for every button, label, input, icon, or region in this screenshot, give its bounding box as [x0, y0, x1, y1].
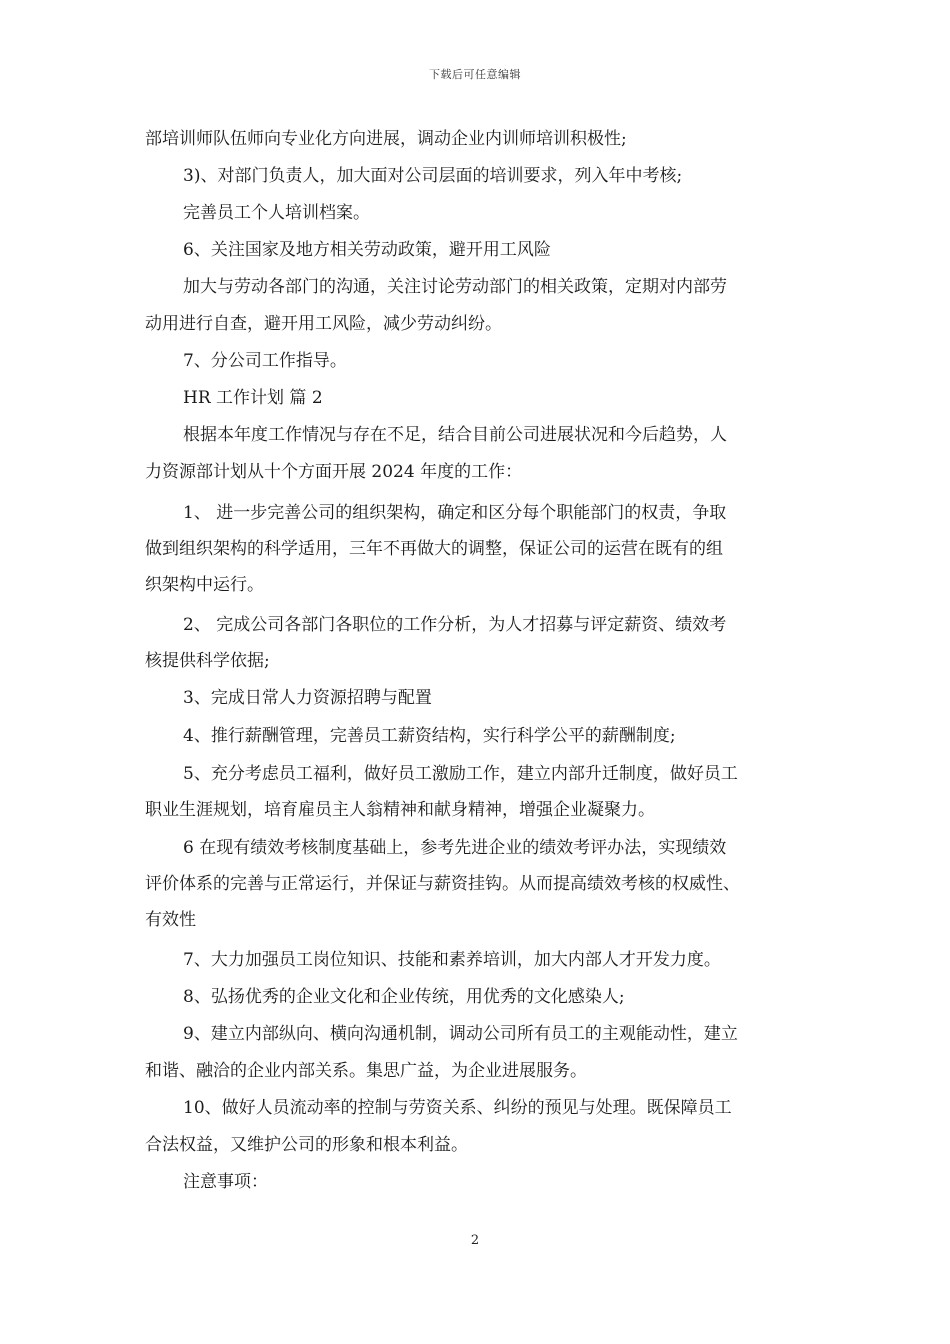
body-line: 合法权益，又维护公司的形象和根本利益。 [145, 1135, 468, 1155]
section-heading: HR 工作计划 篇 2 [183, 388, 323, 408]
body-line: 完善员工个人培训档案。 [183, 203, 370, 223]
body-line: 6、关注国家及地方相关劳动政策，避开用工风险 [183, 240, 551, 260]
body-line: 注意事项： [183, 1172, 268, 1192]
body-line: 10、做好人员流动率的控制与劳资关系、纠纷的预见与处理。既保障员工 [183, 1098, 732, 1118]
body-line: 5、充分考虑员工福利，做好员工激励工作，建立内部升迁制度，做好员工 [183, 764, 738, 784]
body-line: 评价体系的完善与正常运行，并保证与薪资挂钩。从而提高绩效考核的权威性、 [145, 874, 740, 894]
body-line: 8、弘扬优秀的企业文化和企业传统，用优秀的文化感染人; [183, 987, 625, 1007]
body-line: 加大与劳动各部门的沟通，关注讨论劳动部门的相关政策，定期对内部劳 [183, 277, 727, 297]
body-line: 2、 完成公司各部门各职位的工作分析，为人才招募与评定薪资、绩效考 [183, 615, 727, 635]
body-line: 6 在现有绩效考核制度基础上，参考先进企业的绩效考评办法，实现绩效 [183, 838, 727, 858]
body-line: 根据本年度工作情况与存在不足，结合目前公司进展状况和今后趋势，人 [183, 425, 727, 445]
body-line: 9、建立内部纵向、横向沟通机制，调动公司所有员工的主观能动性，建立 [183, 1024, 738, 1044]
body-line: 动用进行自查，避开用工风险，减少劳动纠纷。 [145, 314, 502, 334]
body-line: 3)、对部门负责人，加大面对公司层面的培训要求，列入年中考核; [183, 166, 683, 186]
body-line: 核提供科学依据; [145, 651, 270, 671]
body-line: 1、 进一步完善公司的组织架构，确定和区分每个职能部门的权责，争取 [183, 503, 727, 523]
body-line: 部培训师队伍师向专业化方向进展，调动企业内训师培训积极性; [145, 129, 627, 149]
body-line: 7、大力加强员工岗位知识、技能和素养培训，加大内部人才开发力度。 [183, 950, 721, 970]
page-header: 下载后可任意编辑 [429, 68, 521, 81]
body-line: 3、完成日常人力资源招聘与配置 [183, 688, 432, 708]
body-line: 力资源部计划从十个方面开展 2024 年度的工作： [145, 462, 523, 482]
body-line: 做到组织架构的科学适用，三年不再做大的调整，保证公司的运营在既有的组 [145, 539, 723, 559]
body-line: 有效性 [145, 910, 196, 930]
page-number: 2 [470, 1233, 480, 1248]
body-line: 职业生涯规划，培育雇员主人翁精神和献身精神，增强企业凝聚力。 [145, 800, 655, 820]
body-line: 织架构中运行。 [145, 575, 264, 595]
body-line: 4、推行薪酬管理，完善员工薪资结构，实行科学公平的薪酬制度; [183, 726, 676, 746]
body-line: 7、分公司工作指导。 [183, 351, 347, 371]
body-line: 和谐、融洽的企业内部关系。集思广益，为企业进展服务。 [145, 1061, 587, 1081]
